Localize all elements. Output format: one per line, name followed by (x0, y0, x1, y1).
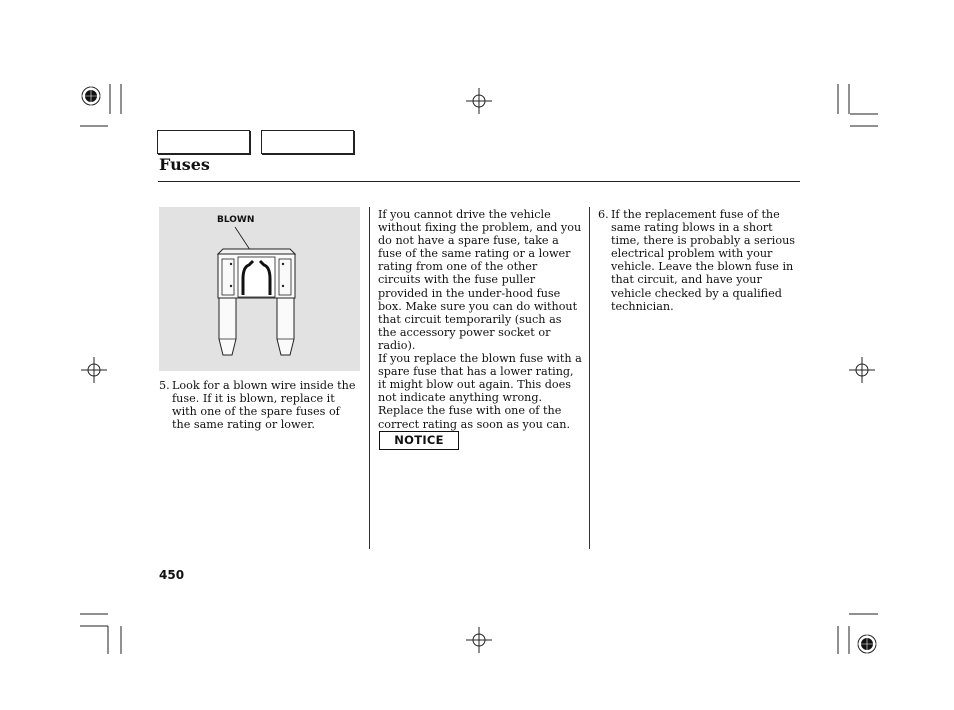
middle-column (378, 208, 582, 431)
paragraph-lower-rating: If you replace the blown fuse with a spare fuse that has a lower rating, it might blow out again. This does not indicate anything wrong. Replace the fuse with one of the correct rating as soon as you can. (378, 352, 582, 431)
crosshair-left-middle (81, 357, 107, 383)
nav-tab-box-2[interactable] (261, 130, 354, 154)
registration-mark-top-right (830, 84, 890, 134)
callout-label: BLOWN (217, 215, 255, 225)
fuse-illustration (159, 207, 360, 371)
step-6-text: If the replacement fuse of the same rating blows in a short time, there is probably a serious electrical problem with your vehicle. Leave the blown fuse in that circuit, and have your vehicle checked by a qualified technician. (611, 208, 796, 313)
column-divider-1 (369, 207, 370, 549)
nav-tab-box-1[interactable] (157, 130, 250, 154)
notice-badge: NOTICE (379, 431, 459, 450)
registration-mark-top-left (78, 84, 138, 134)
paragraph-no-spare-fuse: If you cannot drive the vehicle without fixing the problem, and you do not have a spare fuse, take a fuse of the same rating or a lower rating from one of the other circuits with the fuse puller provided in the under-hood fuse box. Make sure you can do without that circuit temporarily (such as the accessory power socket or radio). (378, 208, 582, 352)
step-6 (598, 208, 800, 313)
step-5 (159, 379, 360, 431)
right-column (598, 208, 800, 313)
blown-fuse-drawing (159, 207, 360, 371)
step-5-text: Look for a blown wire inside the fuse. If it is blown, replace it with one of the spare fuses of the same rating or lower. (172, 379, 356, 432)
page-number: 450 (159, 568, 185, 582)
column-divider-2 (589, 207, 590, 549)
registration-mark-bottom-left (78, 610, 138, 660)
step-6-number: 6. (598, 208, 609, 221)
header-rule (158, 181, 800, 182)
crosshair-top-center (466, 88, 492, 114)
page-title: Fuses (159, 155, 210, 174)
crosshair-right-middle (849, 357, 875, 383)
left-column (159, 379, 360, 431)
registration-mark-bottom-right (830, 610, 890, 660)
step-5-number: 5. (159, 379, 170, 392)
crosshair-bottom-center (466, 627, 492, 653)
